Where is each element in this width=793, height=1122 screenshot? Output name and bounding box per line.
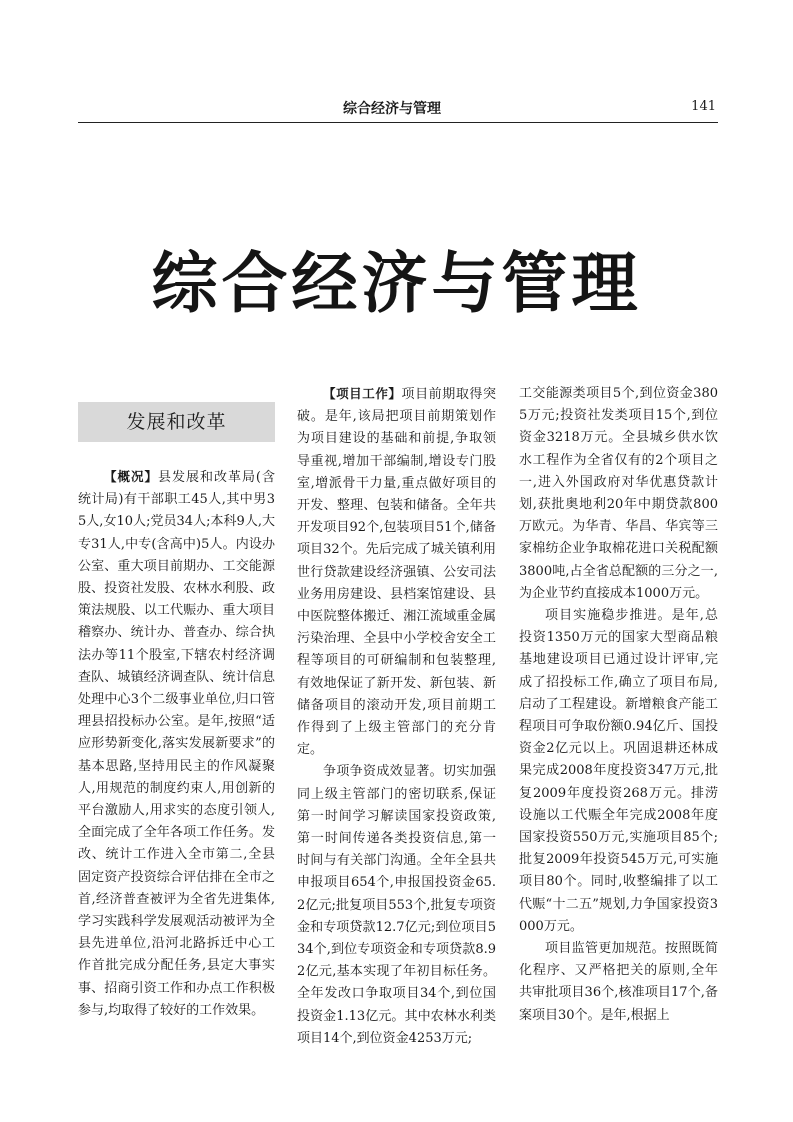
paragraph-supervision: 项目监管更加规范。按照既简化程序、又严格把关的原则,全年共审批项目36个,核准项目17个,备案项目30个。是年,根据上 — [519, 941, 718, 1023]
chapter-title: 综合经济与管理 — [151, 244, 642, 322]
paragraph-overview — [78, 466, 275, 1022]
text-column-3 — [519, 383, 718, 1027]
running-title: 综合经济与管理 — [343, 101, 441, 117]
section-heading-box — [78, 402, 275, 442]
page-number: 141 — [691, 99, 716, 114]
paragraph-lead: 【概况】 — [104, 469, 158, 484]
paragraph-text: 县发展和改革局(含统计局)有干部职工45人,其中男35人,女10人;党员34人;本科9人,大专31人,中专(含高中)5人。内设办公室、重大项目前期办、工交能源股、投资社发股、农林水利股、政策法规股、以工代赈办、重大项目稽察办、统计办、普查办、综合执法办等11个股室,下辖农村经济调查队、城镇经济调查队、统计信息处理中心3个二级事业单位,归口管理县招投标办公室。是年,按照“适应形势新变化,落实发展新要求”的基本思路,坚持用民主的作风凝聚人,用规范的制度约束人,用创新的平台激励人,用求实的态度引领人,全面完成了全年各项工作任务。发改、统计工作进入全市第二,全县固定资产投资综合评估排在全市之首,经济普查被评为全省先进集体,学习实践科学发展观活动被评为全县先进单位,沿河北路拆迁中心工作首批完成分配任务,县定大事实事、招商引资工作和办点工作积极参与,均取得了较好的工作效果。 — [78, 470, 275, 1018]
section-title: 发展和改革 — [126, 411, 227, 433]
paragraph-text: 项目前期取得突破。是年,该局把项目前期策划作为项目建设的基础和前提,争取领导重视,增加干部编制,增设专门股室,增派骨干力量,重点做好项目的开发、整理、包装和储备。全年共开发项目92个,包装项目51个,储备项目32个。先后完成了城关镇利用世行贷款建设经济强镇、公安司法业务用房建设、县档案馆建设、县中医院整体搬迁、湘江流域重金属污染治理、全县中小学校舍安全工程等项目的可研编制和包装整理,有效地保证了新开发、新包装、新储备项目的滚动开发,项目前期工作得到了上级主管部门的充分肯定。 — [297, 387, 496, 758]
running-header — [78, 96, 718, 123]
paragraph-implementation: 项目实施稳步推进。是年,总投资1350万元的国家大型商品粮基地建设项目已通过设计评审,完成了招投标工作,确立了项目布局,启动了工程建设。新增粮食产能工程项目可争取份额0.94亿斤、国投资金2亿元以上。巩固退耕还林成果完成2008年度投资347万元,批复2009年度投资268万元。排涝设施以工代赈全年完成2008年度国家投资550万元,实施项目85个;批复2009年投资545万元,可实施项目80个。同时,收整编排了以工代赈“十二五”规划,力争国家投资3000万元。 — [519, 608, 718, 934]
paragraph-lead: 【项目工作】 — [323, 386, 402, 401]
paragraph-project-work — [297, 383, 496, 761]
text-column-1 — [78, 466, 275, 1022]
paragraph-continued: 工交能源类项目5个,到位资金3805万元;投资社发类项目15个,到位资金3218万元。全县城乡供水饮水工程作为全省仅有的2个项目之一,进入外国政府对华优惠贷款计划,获批奥地利20年中期贷款800万欧元。为华青、华昌、华宾等三家棉纺企业争取棉花进口关税配额3800吨,占全省总配额的三分之一,为企业节约直接成本1000万元。 — [519, 386, 718, 601]
paragraph-funding: 争项争资成效显著。切实加强同上级主管部门的密切联系,保证第一时间学习解读国家投资政策,第一时间传递各类投资信息,第一时间与有关部门沟通。全年全县共申报项目654个,申报国投资金65.2亿元;批复项目553个,批复专项资金和专项贷款12.7亿元;到位项目534个,到位专项资金和专项贷款8.92亿元,基本实现了年初目标任务。全年发改口争取项目34个,到位国投资金1.13亿元。其中农林水利类项目14个,到位资金4253万元; — [297, 764, 496, 1046]
text-column-2 — [297, 383, 496, 1050]
